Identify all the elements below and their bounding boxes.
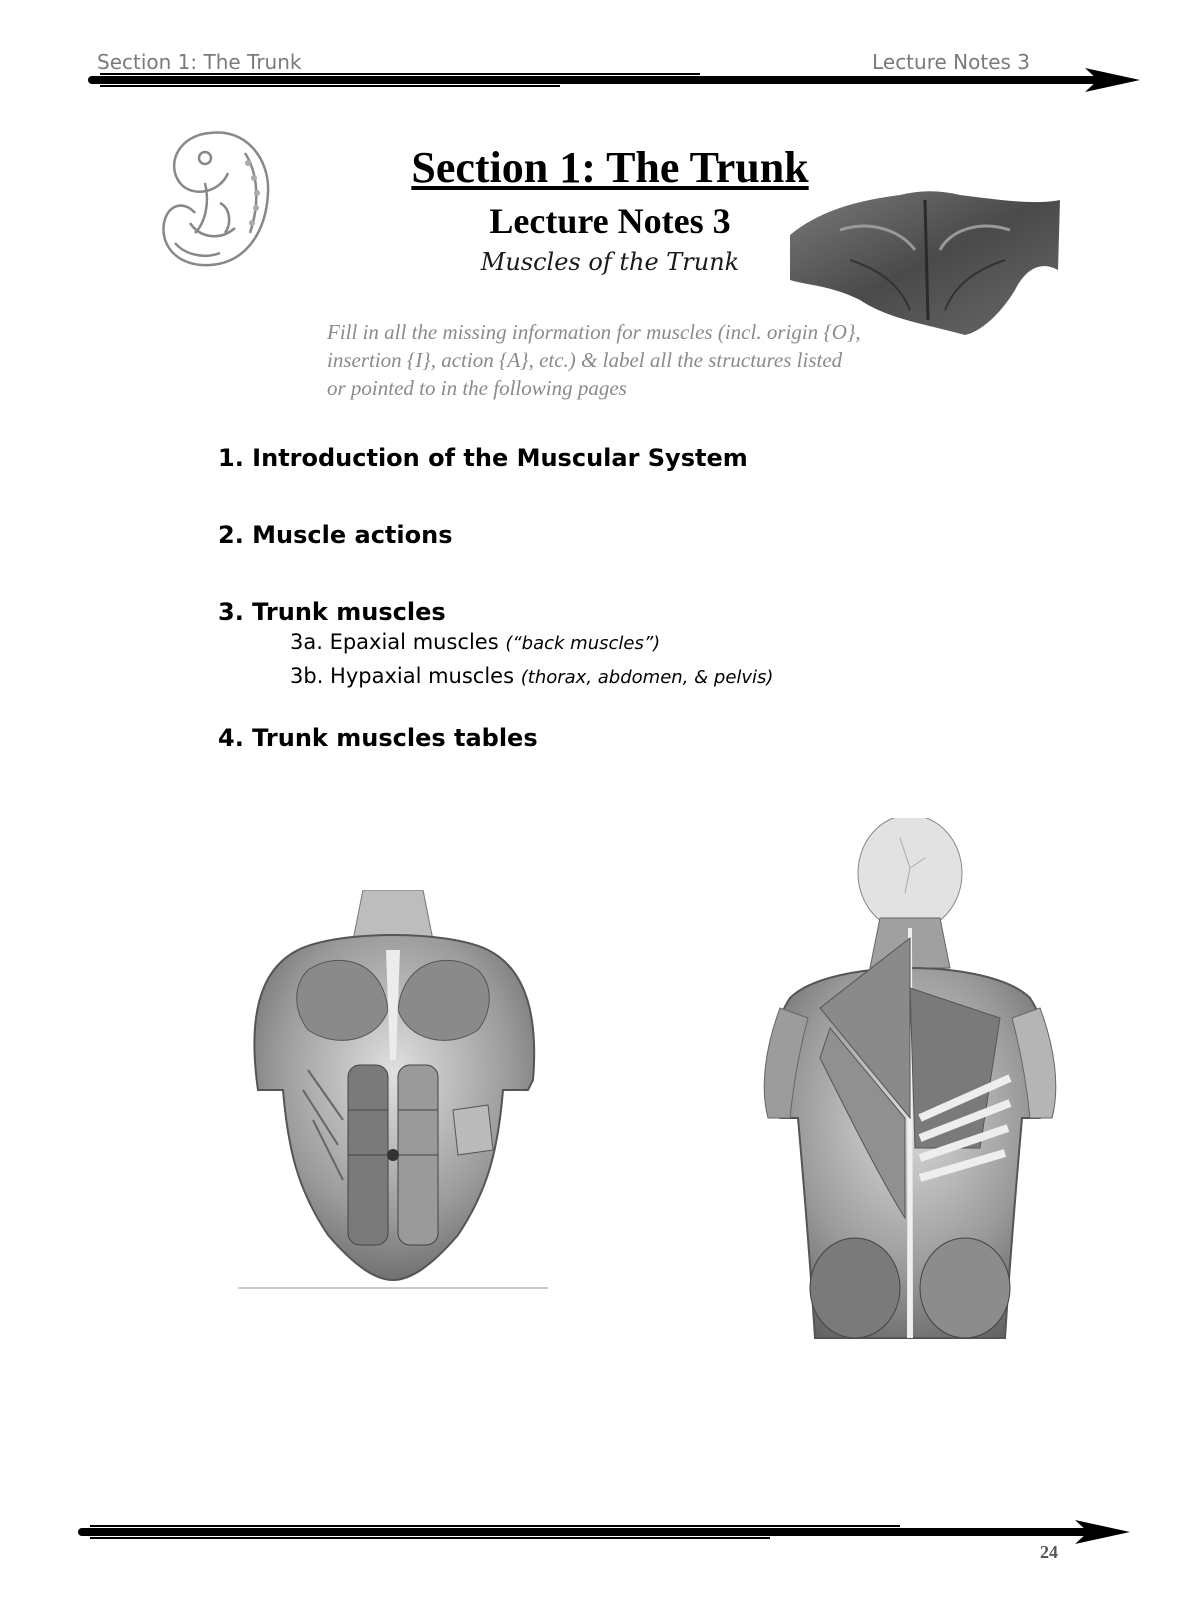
document-topic: Muscles of the Trunk [480, 248, 740, 276]
outline-item-2: 2. Muscle actions [218, 521, 453, 549]
outline-item-3: 3. Trunk muscles [218, 598, 446, 626]
instructions-line: Fill in all the missing information for muscles (incl. origin {O}, [327, 320, 861, 344]
instructions-line: insertion {I}, action {A}, etc.) & label all the structures listed [327, 348, 843, 372]
outline [218, 444, 1038, 752]
header-arrow-rule [0, 62, 1200, 102]
embryo-illustration [150, 123, 278, 273]
outline-item-3b-note: (thorax, abdomen, & pelvis) [520, 667, 774, 688]
instructions [327, 318, 927, 402]
anterior-trunk-muscles-illustration [238, 890, 548, 1290]
outline-item-3b [290, 660, 1038, 694]
page-number: 24 [1040, 1542, 1058, 1562]
outline-item-3a-note: (“back muscles”) [505, 633, 661, 654]
instructions-line: or pointed to in the following pages [327, 376, 627, 400]
outline-item-3a-label: 3a. Epaxial muscles [290, 630, 499, 654]
document-title: Section 1: The Trunk [411, 143, 809, 192]
running-header-right: Lecture Notes 3 [872, 50, 1030, 74]
outline-item-1: 1. Introduction of the Muscular System [218, 444, 748, 472]
outline-item-3a [290, 626, 1038, 660]
footer-arrow-rule [0, 1514, 1200, 1554]
document-subtitle: Lecture Notes 3 [489, 201, 731, 241]
outline-item-4: 4. Trunk muscles tables [218, 724, 538, 752]
outline-item-3b-label: 3b. Hypaxial muscles [290, 664, 515, 688]
running-header-left: Section 1: The Trunk [97, 50, 302, 74]
posterior-trunk-muscles-illustration [760, 818, 1060, 1348]
